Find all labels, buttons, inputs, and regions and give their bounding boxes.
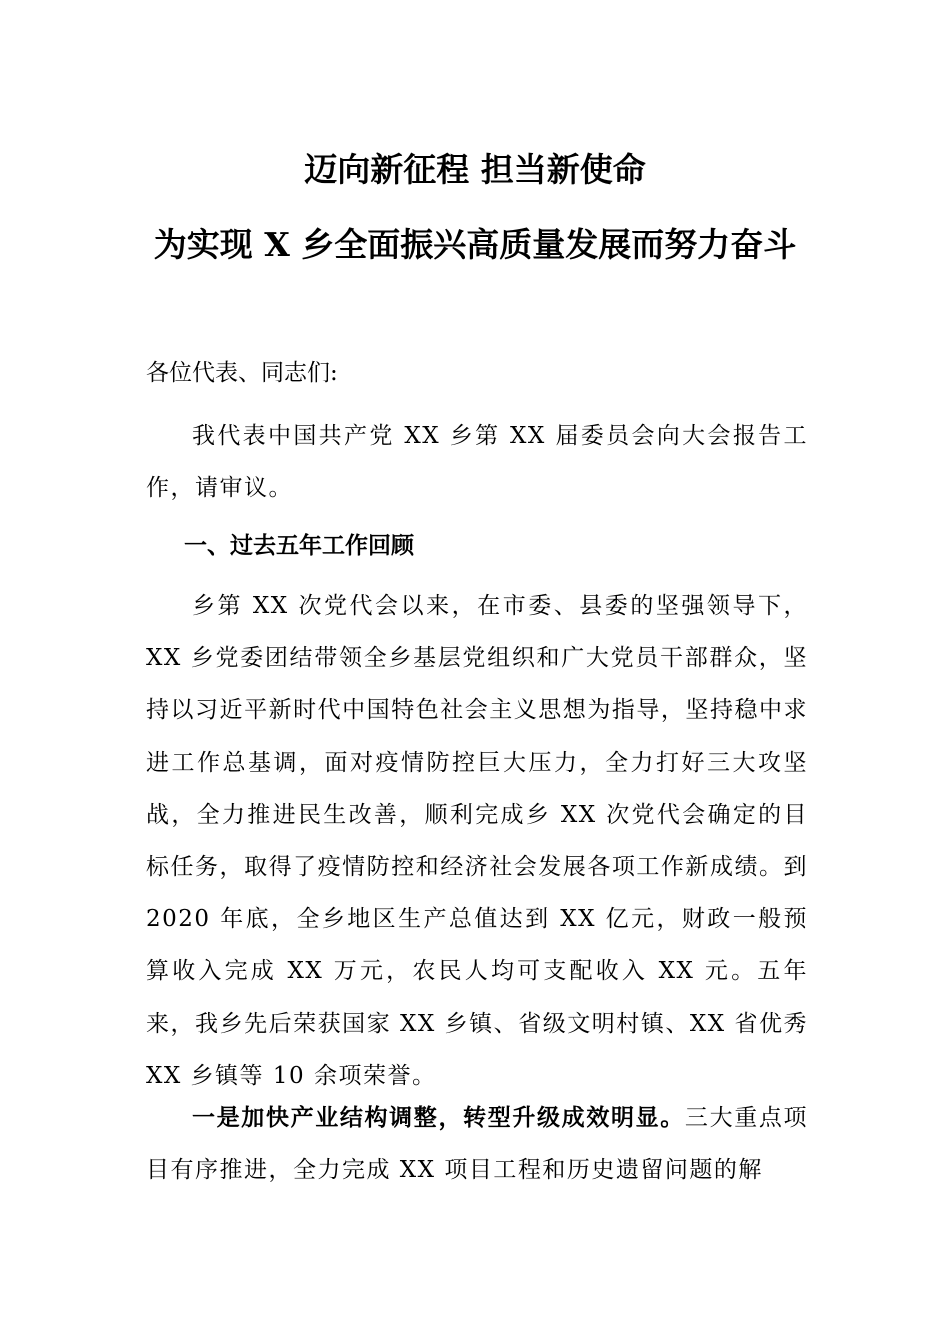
point-one-text: 三大重点项目有序推进，全力完成 XX 项目工程和历史遗留问题的解	[146, 1105, 809, 1184]
document-title-line-2: 为实现 X 乡全面振兴高质量发展而努力奋斗	[153, 225, 797, 264]
salutation: 各位代表、同志们:	[146, 360, 338, 386]
section-heading: 一、过去五年工作回顾	[184, 533, 414, 559]
review-paragraph: 乡第 XX 次党代会以来，在市委、县委的坚强领导下，XX 乡党委团结带领全乡基层党组织和广大党员干部群众，坚持以习近平新时代中国特色社会主义思想为指导，坚持稳中求进工作总基调，面对疫情防控巨大压力，全力打好三大攻坚战，全力推进民生改善，顺利完成乡 XX 次党代会确定的目标任务，取得了疫情防控和经济社会发展各项工作新成绩。到 2020 年底，全乡地区生产总值达到 XX 亿元，财政一般预算收入完成 XX 万元，农民人均可支配收入 XX 元。五年来，我乡先后荣获国家 XX 乡镇、省级文明村镇、XX 省优秀 XX 乡镇等 10 余项荣誉。	[146, 593, 808, 1089]
point-one-paragraph	[146, 1092, 808, 1196]
document-title-line-1: 迈向新征程 担当新使命	[304, 150, 646, 189]
point-one-lead: 一是加快产业结构调整，转型升级成效明显。	[192, 1105, 685, 1131]
intro-paragraph: 我代表中国共产党 XX 乡第 XX 届委员会向大会报告工作，请审议。	[146, 423, 808, 502]
